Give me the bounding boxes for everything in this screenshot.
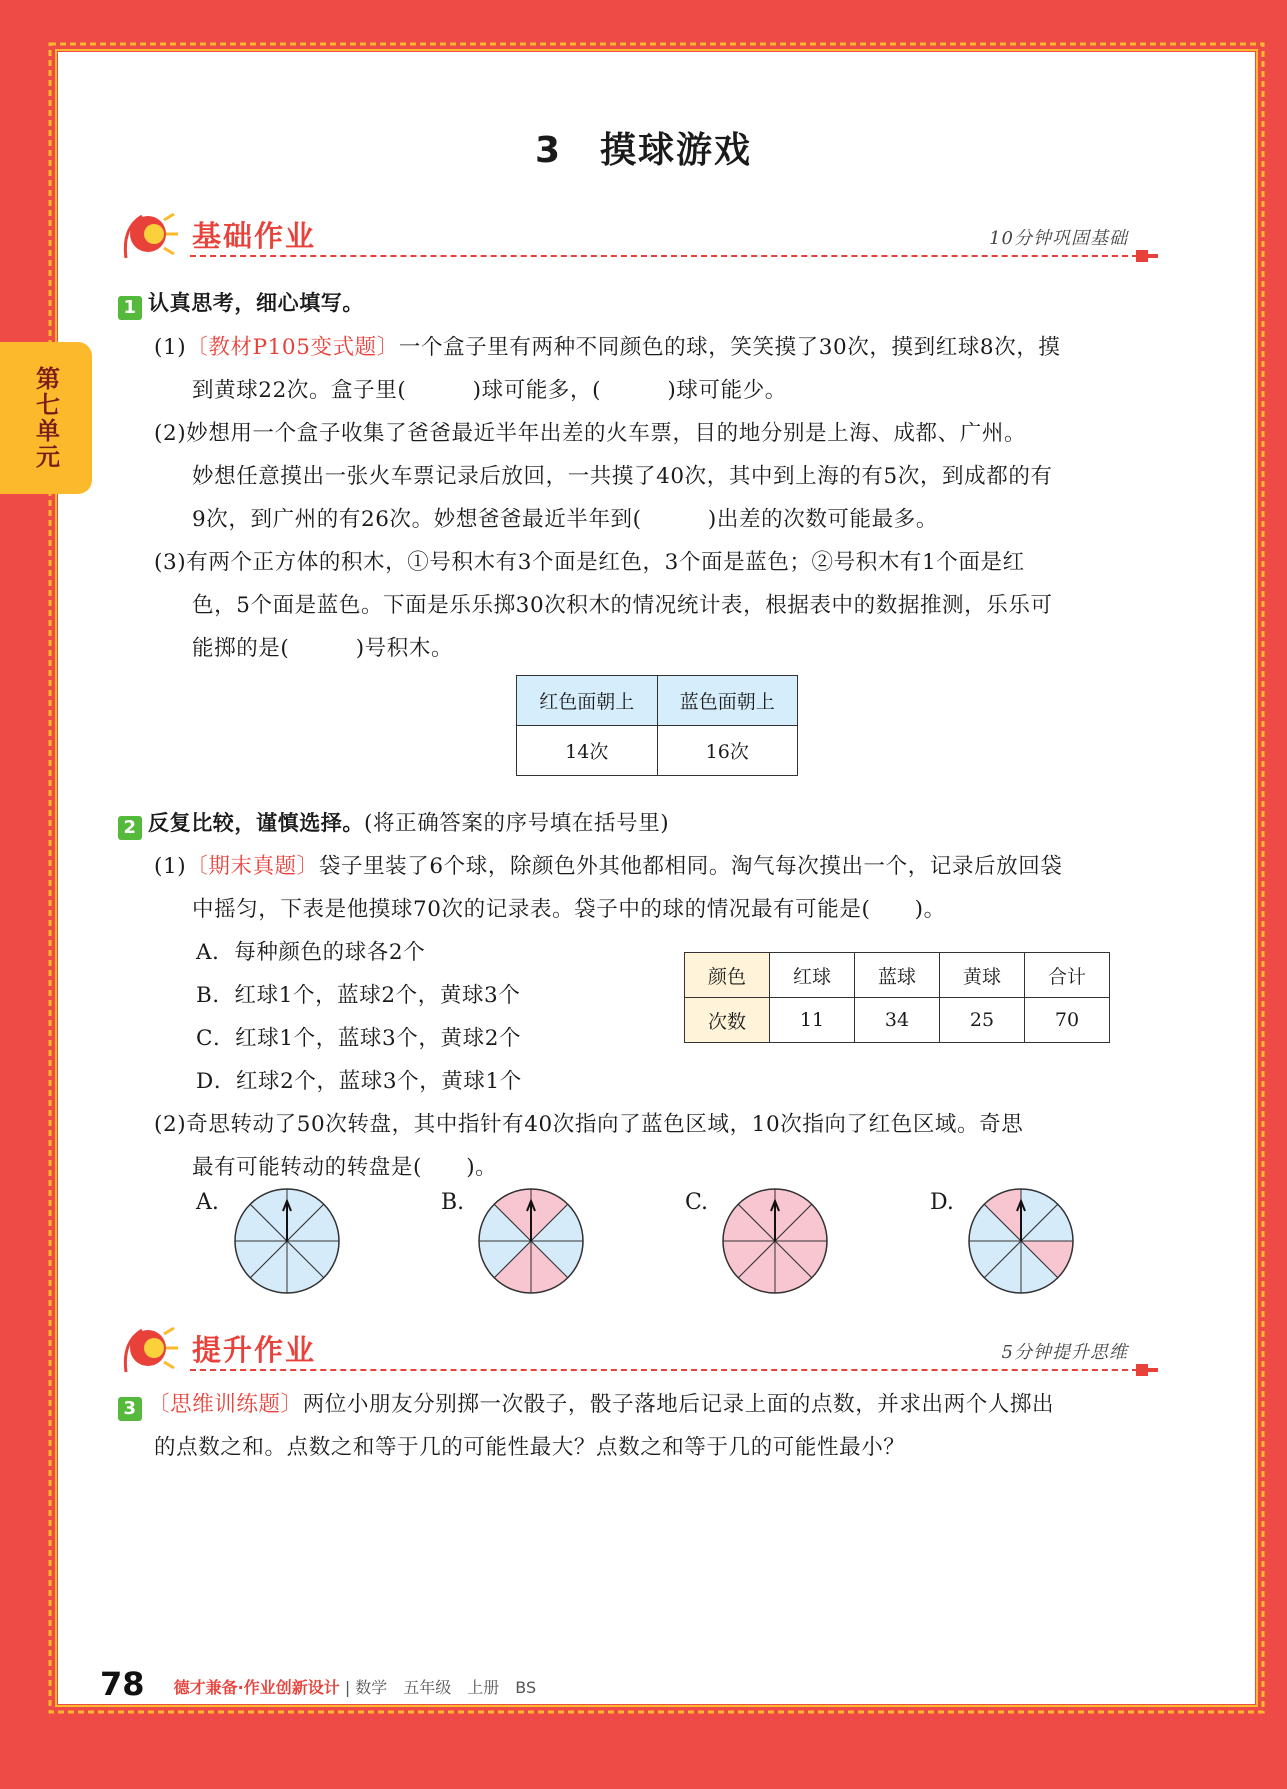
q1-p3-line2: 色，5个面是蓝色。下面是乐乐掷30次积木的情况统计表，根据表中的数据推测，乐乐可 — [192, 593, 1053, 618]
section-advanced-label: 提升作业 — [192, 1333, 317, 1367]
q1-p1-tag: 〔教材P105变式题〕 — [186, 335, 399, 360]
q2-table-cell: 红球 — [770, 953, 855, 998]
q2-heading — [118, 806, 669, 840]
q1-table-header-blue: 蓝色面朝上 — [657, 676, 798, 726]
q1-heading-text: 认真思考，细心填写。 — [148, 291, 364, 315]
q2-table — [684, 952, 1110, 1043]
q2-option-d: D．红球2个，蓝球3个，黄球1个 — [196, 1069, 522, 1094]
q2-table-cell: 70 — [1025, 998, 1110, 1043]
q3-line2: 的点数之和。点数之和等于几的可能性最大？点数之和等于几的可能性最小？ — [154, 1435, 906, 1460]
q2-p2-line1: (2)奇思转动了50次转盘，其中指针有40次指向了蓝色区域，10次指向了红色区域。奇思 — [154, 1112, 1024, 1137]
q2-table-cell: 颜色 — [685, 953, 770, 998]
lantern-icon — [118, 1320, 184, 1376]
q2-table-cell: 次数 — [685, 998, 770, 1043]
q1-heading — [118, 287, 364, 320]
divider-end — [1136, 250, 1148, 262]
q2-number: 2 — [118, 816, 142, 840]
q2-option-a: A．每种颜色的球各2个 — [196, 940, 426, 965]
q1-number: 1 — [118, 296, 142, 320]
spinner-label-a: A. — [196, 1190, 219, 1215]
q1-p1-line1: (1)〔教材P105变式题〕一个盒子里有两种不同颜色的球，笑笑摸了30次，摸到红球8次，摸 — [154, 335, 1061, 360]
unit-tab — [0, 342, 92, 494]
section-basic-header — [118, 212, 1158, 262]
q1-p3-line1: (3)有两个正方体的积木，①号积木有3个面是红色，3个面是蓝色；②号积木有1个面是红 — [154, 550, 1025, 575]
q2-p1-tag: 〔期末真题〕 — [186, 854, 319, 879]
footer-subject: | 数学 五年级 上册 BS — [344, 1678, 537, 1697]
q2-table-cell: 合计 — [1025, 953, 1110, 998]
section-advanced-subtitle: 5分钟提升思维 — [1001, 1342, 1128, 1363]
q3-number: 3 — [118, 1397, 142, 1421]
q1-table-value-red: 14次 — [517, 726, 658, 776]
spinner-b — [476, 1186, 586, 1296]
q1-p1-line2: 到黄球22次。盒子里( )球可能多，( )球可能少。 — [192, 378, 787, 403]
lantern-icon — [118, 206, 184, 262]
section-advanced-header — [118, 1326, 1158, 1376]
q2-option-c: C．红球1个，蓝球3个，黄球2个 — [196, 1026, 522, 1051]
divider — [190, 255, 1148, 257]
page-title: 3 摸球游戏 — [534, 130, 753, 171]
spinner-d — [966, 1186, 1076, 1296]
q1-table-header-red: 红色面朝上 — [517, 676, 658, 726]
divider-tail — [1148, 1368, 1158, 1372]
q1-p2-line3: 9次，到广州的有26次。妙想爸爸最近半年到( )出差的次数可能最多。 — [192, 507, 938, 532]
q2-p1-line1: (1)〔期末真题〕袋子里装了6个球，除颜色外其他都相同。淘气每次摸出一个，记录后放回袋 — [154, 854, 1063, 879]
spinner-c — [720, 1186, 830, 1296]
q1-table-value-blue: 16次 — [657, 726, 798, 776]
q3-line1: 3 〔思维训练题〕两位小朋友分别掷一次骰子，骰子落地后记录上面的点数，并求出两个人掷出 — [118, 1387, 1054, 1421]
spinner-label-b: B. — [441, 1190, 465, 1215]
q1-p2-line1: (2)妙想用一个盒子收集了爸爸最近半年出差的火车票，目的地分别是上海、成都、广州。 — [154, 421, 1027, 446]
q2-heading-text: 反复比较，谨慎选择。 — [148, 811, 364, 835]
divider-tail — [1148, 254, 1158, 258]
section-basic-subtitle: 10分钟巩固基础 — [989, 228, 1128, 249]
q1-table — [516, 675, 798, 776]
footer — [100, 1665, 536, 1703]
section-basic-label: 基础作业 — [192, 219, 317, 253]
q2-option-b: B．红球1个，蓝球2个，黄球3个 — [196, 983, 521, 1008]
spinner-a — [232, 1186, 342, 1296]
spinner-label-c: C. — [685, 1190, 709, 1215]
page-number: 78 — [100, 1665, 145, 1703]
q2-table-cell: 34 — [855, 998, 940, 1043]
unit-tab-label: 第七单元 — [31, 366, 60, 470]
q2-p1-line2: 中摇匀，下表是他摸球70次的记录表。袋子中的球的情况最有可能是( )。 — [192, 897, 946, 922]
q2-table-cell: 25 — [940, 998, 1025, 1043]
q1-p3-line3: 能掷的是( )号积木。 — [192, 636, 454, 661]
q1-p2-line2: 妙想任意摸出一张火车票记录后放回，一共摸了40次，其中到上海的有5次，到成都的有 — [192, 464, 1053, 489]
q2-table-cell: 11 — [770, 998, 855, 1043]
divider-end — [1136, 1364, 1148, 1376]
q2-p2-line2: 最有可能转动的转盘是( )。 — [192, 1155, 498, 1180]
q3-tag: 〔思维训练题〕 — [148, 1392, 303, 1417]
footer-brand: 德才兼备·作业创新设计 — [173, 1678, 340, 1697]
q2-table-cell: 黄球 — [940, 953, 1025, 998]
spinner-label-d: D. — [930, 1190, 954, 1215]
q2-heading-note: (将正确答案的序号填在括号里) — [364, 811, 670, 836]
divider — [190, 1369, 1148, 1371]
q2-table-cell: 蓝球 — [855, 953, 940, 998]
